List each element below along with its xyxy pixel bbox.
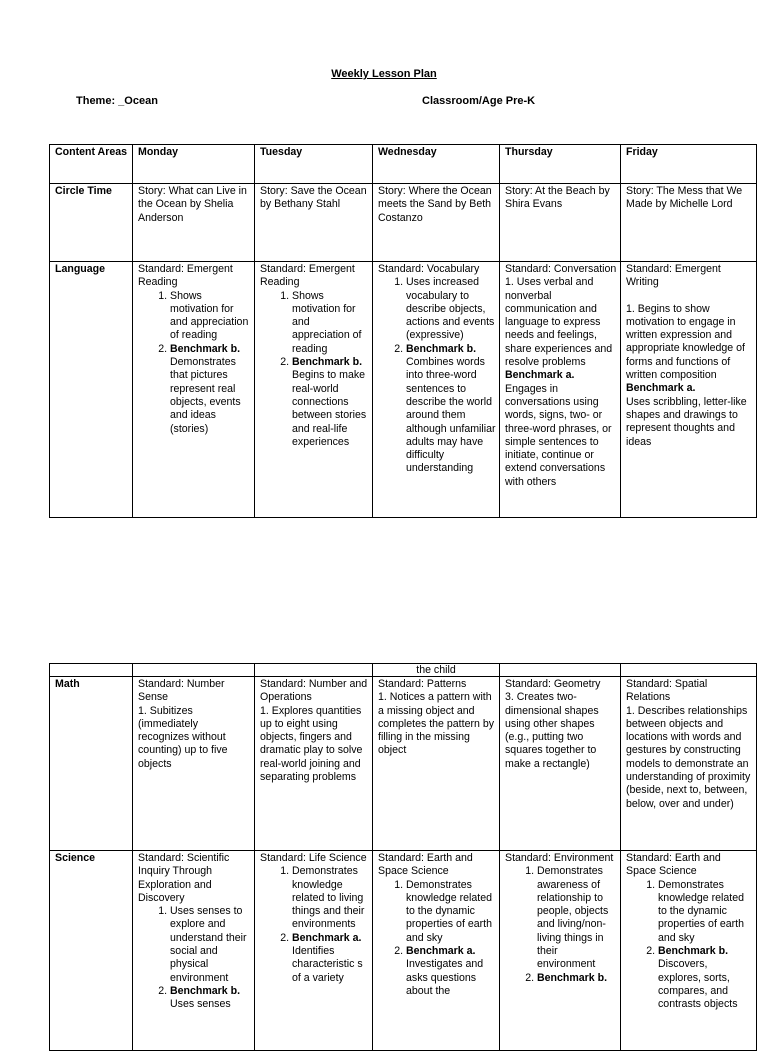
lesson-plan-table-page-1: [49, 144, 757, 518]
standard-text: Standard: Emergent Reading: [138, 263, 233, 289]
header-content-areas: Content Areas: [50, 145, 133, 184]
theme-label: Theme: _Ocean: [76, 95, 158, 107]
benchmark-text: Begins to make real-world connections between stories and real-life experiences: [292, 369, 367, 448]
page-title: Weekly Lesson Plan: [331, 68, 437, 80]
standard-text: Standard: Emergent Reading: [260, 263, 355, 289]
circle-time-tuesday: Story: Save the Ocean by Bethany Stahl: [255, 184, 373, 262]
list-item: [292, 356, 369, 449]
science-label: Science: [50, 851, 133, 1051]
header-wednesday: Wednesday: [373, 145, 500, 184]
circle-time-row: [50, 184, 757, 262]
standard-description: 1. Begins to show motivation to engage in written expression and appropriate knowledge of forms and functions of written composition: [626, 302, 745, 382]
list-item: 1. Demonstrates awareness of relationship to people, objects and living/non-living things in their environment: [537, 865, 617, 971]
math-tuesday: Standard: Number and Operations 1. Explores quantities up to eight using objects, fingers and dramatic play to solve real-world joining and separating problems: [255, 677, 373, 851]
standard-text: Standard: Earth and Space Science: [626, 852, 721, 878]
carryover-text: the child: [373, 664, 500, 677]
benchmark-text: Discovers, explores, sorts, compares, and contrasts objects: [658, 958, 738, 1011]
list-item: [406, 945, 496, 998]
table-header-row: [50, 145, 757, 184]
science-wednesday: [373, 851, 500, 1051]
math-row: [50, 677, 757, 851]
standard-text: Standard: Vocabulary: [378, 263, 480, 275]
list-item: [170, 985, 251, 1012]
math-label: Math: [50, 677, 133, 851]
language-friday: [621, 262, 757, 518]
benchmark-label: Benchmark b.: [292, 356, 363, 369]
language-label: Language: [50, 262, 133, 518]
math-friday: Standard: Spatial Relations 1. Describes relationships between objects and locations with words and gestures by constructing models to demonstrate an understanding of proximity (beside, next to, between, below, over and under): [621, 677, 757, 851]
benchmark-text: Uses scribbling, letter-like shapes and drawings to represent thoughts and ideas: [626, 395, 747, 448]
list-item: [170, 343, 251, 436]
standard-text: Standard: Environment: [505, 852, 614, 864]
list-item: 1. Demonstrates knowledge related to living things and their environments: [292, 865, 369, 931]
science-monday: [133, 851, 255, 1051]
lesson-plan-table-page-2: [49, 663, 757, 1051]
benchmark-label: Benchmark b.: [170, 342, 241, 355]
benchmark-label: Benchmark a.: [292, 931, 362, 944]
list-item: [292, 932, 369, 985]
circle-time-monday: Story: What can Live in the Ocean by Shelia Anderson: [133, 184, 255, 262]
list-item: 1. Uses senses to explore and understand their social and physical environment: [170, 905, 251, 985]
list-item: 1. Shows motivation for and appreciation of reading: [170, 290, 251, 343]
language-thursday: [500, 262, 621, 518]
circle-time-label: Circle Time: [50, 184, 133, 262]
list-item: [658, 945, 753, 1011]
carryover-row: [50, 664, 757, 677]
benchmark-text: Identifies characteristic s of a variety: [292, 945, 363, 984]
science-friday: [621, 851, 757, 1051]
standard-text: Standard: Conversation: [505, 263, 617, 275]
list-item: [537, 972, 617, 985]
circle-time-wednesday: Story: Where the Ocean meets the Sand by Beth Costanzo: [373, 184, 500, 262]
language-wednesday: [373, 262, 500, 518]
list-item: 1. Demonstrates knowledge related to the dynamic properties of earth and sky: [658, 879, 753, 945]
benchmark-text: Engages in conversations using words, signs, two- or three-word phrases, or simple sentences to initiate, continue or extend conversations with others: [505, 382, 612, 488]
benchmark-label: Benchmark a.: [626, 382, 696, 395]
benchmark-text: Investigates and asks questions about the: [406, 958, 484, 997]
circle-time-friday: Story: The Mess that We Made by Michelle Lord: [621, 184, 757, 262]
list-item: 1. Uses increased vocabulary to describe objects, actions and events (expressive): [406, 276, 496, 342]
benchmark-label: Benchmark b.: [658, 945, 729, 958]
benchmark-label: Benchmark b.: [170, 984, 241, 997]
list-item: 1. Demonstrates knowledge related to the dynamic properties of earth and sky: [406, 879, 496, 945]
benchmark-label: Benchmark b.: [406, 342, 477, 355]
language-row: [50, 262, 757, 518]
standard-text: Standard: Emergent Writing: [626, 263, 721, 289]
language-monday: [133, 262, 255, 518]
science-tuesday: [255, 851, 373, 1051]
header-tuesday: Tuesday: [255, 145, 373, 184]
list-item: 1. Shows motivation for and appreciation of reading: [292, 290, 369, 356]
list-item: [406, 343, 496, 476]
math-monday: Standard: Number Sense 1. Subitizes (immediately recognizes without counting) up to five objects: [133, 677, 255, 851]
standard-text: Standard: Earth and Space Science: [378, 852, 473, 878]
standard-text: Standard: Life Science: [260, 852, 367, 864]
benchmark-text: Uses senses: [170, 998, 231, 1011]
standard-text: Standard: Scientific Inquiry Through Exploration and Discovery: [138, 852, 230, 904]
benchmark-label: Benchmark a.: [505, 369, 575, 382]
header-monday: Monday: [133, 145, 255, 184]
benchmark-text: Combines words into three-word sentences to describe the world around them although unfamiliar adults may have difficulty understanding: [406, 356, 496, 475]
benchmark-label: Benchmark a.: [406, 945, 476, 958]
circle-time-thursday: Story: At the Beach by Shira Evans: [500, 184, 621, 262]
standard-description: 1. Uses verbal and nonverbal communication and language to express needs and feelings, share experiences and resolve problems: [505, 276, 613, 369]
benchmark-label: Benchmark b.: [537, 971, 608, 984]
language-tuesday: [255, 262, 373, 518]
classroom-label: Classroom/Age Pre-K: [422, 95, 536, 107]
math-thursday: Standard: Geometry 3. Creates two-dimensional shapes using other shapes (e.g., putting two squares together to make a rectangle): [500, 677, 621, 851]
header-friday: Friday: [621, 145, 757, 184]
science-thursday: [500, 851, 621, 1051]
science-row: [50, 851, 757, 1051]
math-wednesday: Standard: Patterns 1. Notices a pattern with a missing object and completes the pattern by filling in the missing object: [373, 677, 500, 851]
benchmark-text: Demonstrates that pictures represent real objects, events and ideas (stories): [170, 356, 241, 435]
header-thursday: Thursday: [500, 145, 621, 184]
